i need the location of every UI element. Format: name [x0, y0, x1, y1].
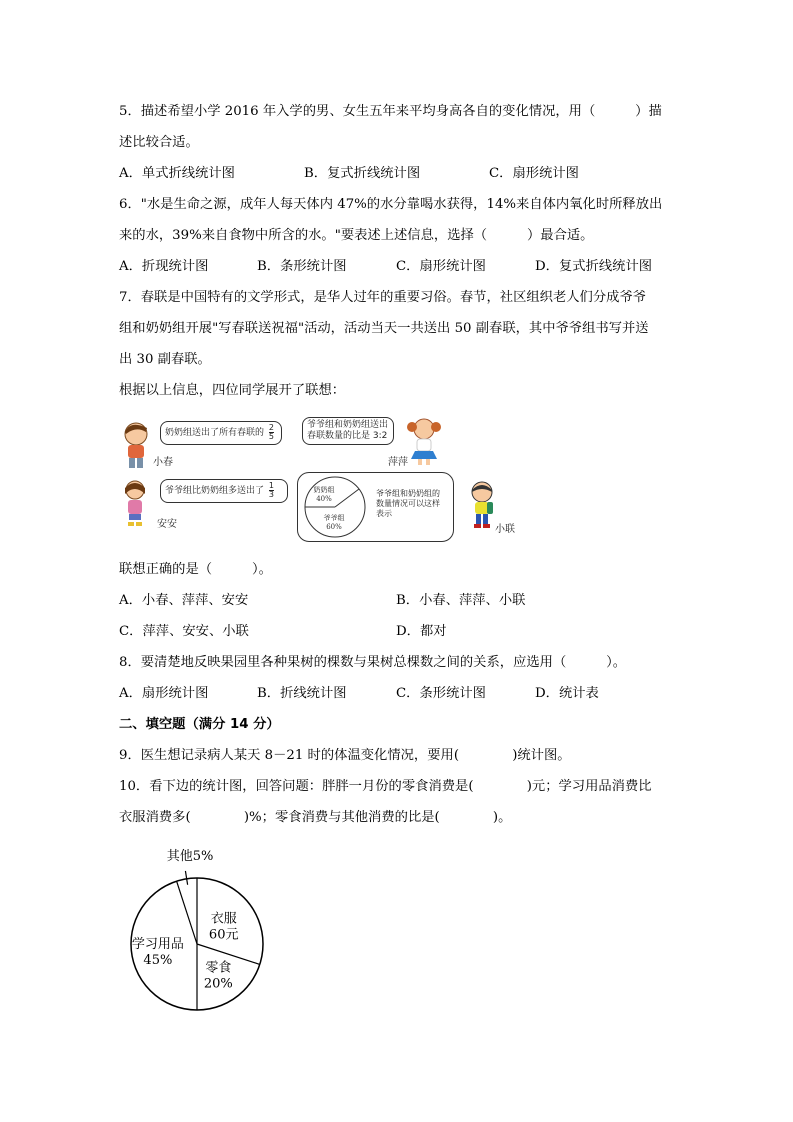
girl-pingping-illustration [404, 415, 444, 467]
q7-line3: 出 30 副春联。 [119, 352, 211, 367]
xiaolian-speech-text-2: 数量情况可以这样 [376, 499, 440, 508]
anan-name: 安安 [157, 519, 177, 530]
q8-line1: 8．要清楚地反映果园里各种果树的棵数与果树总棵数之间的关系，应选用（ ）。 [119, 655, 627, 670]
xiaolian-name: 小联 [495, 524, 515, 535]
pie-leader-line [185, 871, 187, 885]
section-title: 二、填空题（满分 14 分） [119, 717, 280, 732]
xiaolian-pie-label-grandma: 奶奶组 [313, 486, 335, 494]
xiaolian-pie-chart [302, 475, 368, 539]
q8-option-d: D．统计表 [535, 686, 599, 701]
expense-pie-chart [120, 840, 280, 1020]
q5-option-c: C．扇形统计图 [489, 166, 579, 181]
q7-option-b: B．小春、萍萍、小联 [396, 593, 526, 608]
q10-line2: 衣服消费多( )%；零食消费与其他消费的比是( )。 [119, 810, 512, 825]
xiaolian-pie-label-grandpa: 爷爷组 [323, 514, 345, 522]
pie-slice-label: 衣服 [210, 911, 237, 927]
q6-option-a: A．折现统计图 [119, 259, 209, 274]
xiaochun-name: 小春 [153, 457, 173, 468]
q7-option-d: D．都对 [396, 624, 447, 639]
anan-fraction: $\frac{1}{3}$ [268, 481, 274, 499]
q7-line4: 根据以上信息，四位同学展开了联想： [119, 383, 346, 398]
q5-option-a: A．单式折线统计图 [119, 166, 235, 181]
q8-option-c: C．条形统计图 [396, 686, 486, 701]
xiaochun-fraction: $\frac{2}{5}$ [268, 423, 274, 441]
pingping-speech-text-2: 春联数量的比是 3:2 [307, 431, 388, 441]
xiaolian-pie-value-grandpa: 60% [326, 523, 342, 531]
pie-slice-label: 其他5% [166, 849, 214, 864]
q7-option-a: A．小春、萍萍、安安 [119, 593, 249, 608]
q7-line1: 7．春联是中国特有的文学形式，是华人过年的重要习俗。春节，社区组织老人们分成爷爷 [119, 290, 647, 305]
xiaolian-speech-text-3: 表示 [376, 509, 392, 518]
girl-anan-illustration [120, 478, 150, 528]
pie-slice-label: 学习用品 [131, 937, 184, 953]
q6-line1: 6．"水是生命之源，成年人每天体内 47%的水分靠喝水获得，14%来自体内氧化时所释放出 [119, 197, 663, 212]
pingping-name: 萍萍 [388, 457, 408, 468]
q10-line1: 10．看下边的统计图，回答问题：胖胖一月份的零食消费是( )元；学习用品消费比 [119, 779, 652, 794]
xiaolian-pie-divider-2 [335, 489, 359, 507]
xiaolian-speech-text-1: 爷爷组和奶奶组的 [376, 489, 440, 498]
q8-option-b: B．折线统计图 [257, 686, 347, 701]
xiaolian-pie-value-grandma: 40% [316, 495, 332, 503]
anan-speech-bubble [160, 479, 288, 503]
pie-slice-boundary [177, 881, 197, 944]
q6-line2: 来的水，39%来自食物中所含的水。"要表述上述信息，选择（ ）最合适。 [119, 228, 594, 243]
q5-line1: 5．描述希望小学 2016 年入学的男、女生五年来平均身高各自的变化情况，用（ ）描 [119, 104, 662, 119]
xiaochun-speech-text: 奶奶组送出了所有春联的 [165, 428, 265, 438]
q7-option-c: C．萍萍、安安、小联 [119, 624, 249, 639]
pie-slice-label: 零食 [205, 960, 232, 976]
pingping-speech-bubble [302, 417, 394, 445]
q5-line2: 述比较合适。 [119, 135, 199, 150]
q7-line2: 组和奶奶组开展"写春联送祝福"活动，活动当天一共送出 50 副春联，其中爷爷组书写并送 [119, 321, 649, 336]
q6-option-c: C．扇形统计图 [396, 259, 486, 274]
pie-slice-value: 45% [143, 953, 173, 969]
boy-xiaochun-illustration [120, 420, 154, 470]
q9-line1: 9．医生想记录病人某天 8－21 时的体温变化情况，要用( )统计图。 [119, 748, 571, 763]
q7-question: 联想正确的是（ ）。 [119, 562, 272, 577]
q8-option-a: A．扇形统计图 [119, 686, 209, 701]
boy-xiaolian-illustration [465, 480, 499, 530]
pie-slice-value: 20% [203, 976, 233, 992]
anan-speech-text: 爷爷组比奶奶组多送出了 [165, 486, 265, 496]
q6-option-b: B．条形统计图 [257, 259, 347, 274]
xiaolian-speech-bubble [297, 472, 454, 542]
pie-slice-value: 60元 [208, 927, 239, 943]
pingping-speech-text-1: 爷爷组和奶奶组送出 [307, 420, 389, 430]
q5-option-b: B．复式折线统计图 [304, 166, 421, 181]
xiaochun-speech-bubble [160, 421, 282, 445]
q6-option-d: D．复式折线统计图 [535, 259, 653, 274]
